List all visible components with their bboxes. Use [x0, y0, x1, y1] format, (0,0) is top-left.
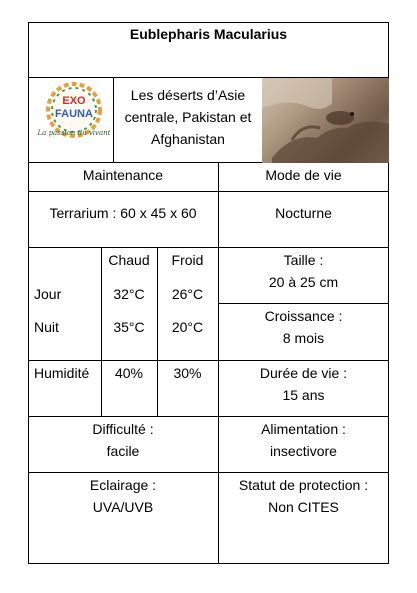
nuit-label: Nuit — [34, 319, 59, 335]
divider — [28, 247, 389, 248]
eclairage-value: UVA/UVB — [92, 499, 154, 515]
croissance-label: Croissance : — [264, 308, 343, 324]
gecko-photo — [262, 78, 389, 163]
jour-froid: 26°C — [171, 286, 204, 302]
froid-header: Froid — [171, 252, 204, 268]
nuit-froid: 20°C — [171, 319, 204, 335]
statut-label: Statut de protection : — [238, 477, 369, 493]
divider — [28, 416, 389, 417]
divider — [28, 472, 389, 473]
mode-de-vie-value: Nocturne — [275, 205, 332, 221]
alimentation-label: Alimentation : — [261, 421, 346, 437]
difficulte-value: facile — [106, 443, 140, 459]
logo-line1: EXO — [62, 95, 86, 107]
chaud-header: Chaud — [108, 252, 150, 268]
humidite-froid: 30% — [173, 365, 202, 381]
difficulte-label: Difficulté : — [92, 421, 154, 437]
eclairage-label: Eclairage : — [89, 477, 157, 493]
maintenance-label: Maintenance — [82, 167, 164, 183]
terrarium-size: Terrarium : 60 x 45 x 60 — [49, 205, 197, 221]
jour-label: Jour — [34, 286, 62, 302]
statut-value: Non CITES — [268, 499, 339, 515]
logo-line2: FAUNA — [55, 108, 93, 120]
taille-label: Taille : — [283, 252, 324, 268]
humidite-label: Humidité — [34, 365, 90, 381]
divider — [28, 360, 389, 361]
jour-chaud: 32°C — [113, 286, 145, 302]
alimentation-value: insectivore — [270, 443, 337, 459]
humidite-chaud: 40% — [114, 365, 144, 381]
nuit-chaud: 35°C — [113, 319, 145, 335]
habitat-text: Les déserts d’Asie centrale, Pakistan et Afghanistan — [124, 87, 252, 147]
page-title: Eublepharis Macularius — [129, 26, 288, 42]
mode-de-vie-label: Mode de vie — [265, 167, 342, 183]
logo-tagline: La passion du vivant — [37, 129, 111, 137]
divider — [218, 303, 389, 304]
divider — [28, 191, 389, 192]
exofauna-logo — [37, 82, 111, 144]
duree-label: Durée de vie : — [259, 365, 348, 381]
croissance-value: 8 mois — [282, 330, 325, 346]
taille-value: 20 à 25 cm — [268, 274, 339, 290]
duree-value: 15 ans — [282, 387, 325, 403]
